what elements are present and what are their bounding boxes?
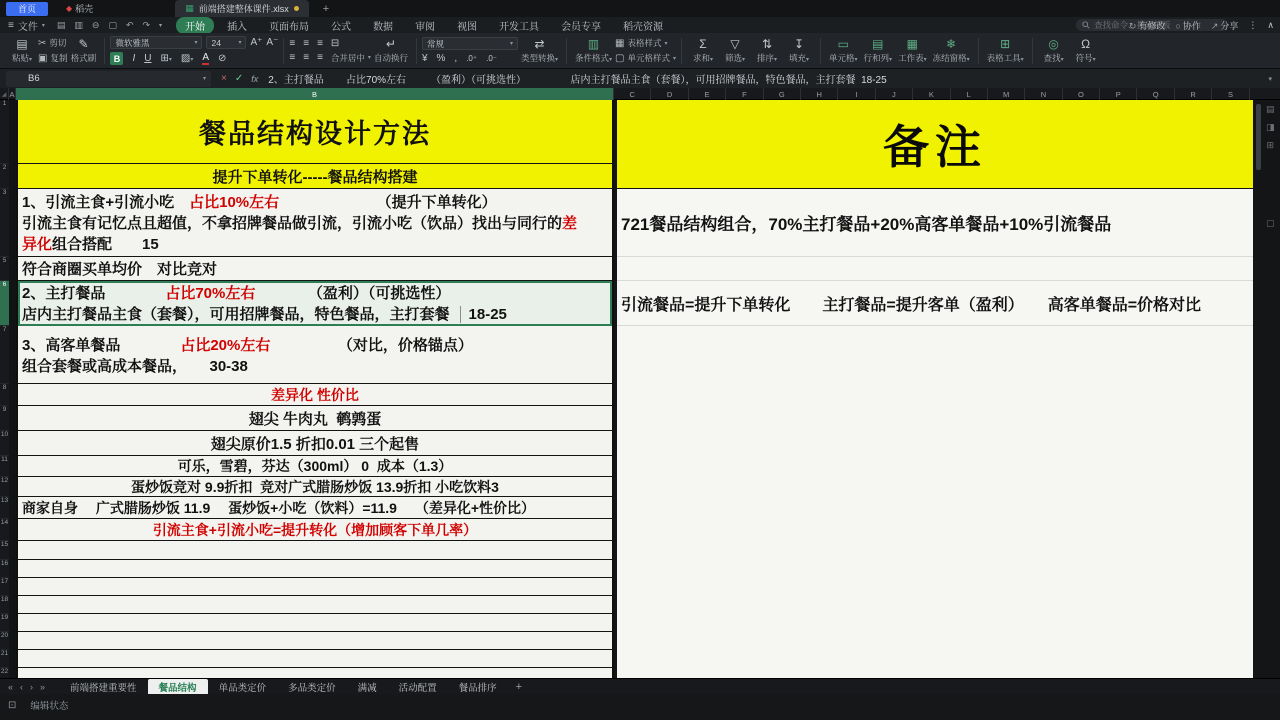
clear-format-icon[interactable]: ⊘ [218, 53, 227, 64]
decrease-font-icon[interactable]: A⁻ [266, 37, 279, 48]
table-row[interactable] [18, 497, 612, 519]
note-cell[interactable]: 引流餐品=提升下单转化 主打餐品=提升客单（盈利） 高客单餐品=价格对比 [617, 281, 1253, 326]
conditional-format-button[interactable]: ▥ 条件格式▾ [574, 36, 613, 63]
more-commands-icon[interactable]: ▾ [159, 22, 163, 29]
share-icon: ↗ [1210, 20, 1219, 31]
save-icon[interactable]: ▤ [56, 19, 66, 30]
print-icon[interactable]: ⊖ [91, 19, 100, 30]
row-number[interactable]: 17 [0, 578, 9, 596]
edit-mode-status: 编辑状态 [30, 701, 69, 712]
export-icon[interactable]: ▥ [74, 19, 83, 30]
ribbon-tab-开始[interactable]: 开始 [176, 17, 214, 34]
selection-mode-icon: ⊡ [8, 699, 17, 711]
align-left-icon[interactable]: ≡ [289, 52, 296, 63]
sheet-nav [8, 682, 45, 692]
select-all-corner[interactable]: ◢ [0, 88, 9, 100]
paste-button[interactable]: ▤ 粘贴▾ [11, 36, 33, 63]
paste-icon: ▤ [16, 36, 28, 51]
right-panel-icon[interactable]: ⊞ [1266, 140, 1275, 150]
underline-button[interactable]: U [144, 53, 152, 64]
row-number[interactable]: 14 [0, 519, 9, 541]
conditional-format-icon: ▥ [587, 36, 600, 51]
fill-button[interactable]: ↧ 填充▾ [788, 36, 810, 63]
cell-text: （盈利）（可挑选性） [255, 285, 451, 302]
row-number[interactable]: 2 [0, 164, 9, 189]
sheet-tab-活动配置[interactable]: 活动配置 [398, 682, 437, 694]
column-headers-right [614, 88, 1250, 99]
row-number[interactable]: 5 [0, 257, 9, 281]
column-header[interactable]: F [726, 88, 763, 100]
vertical-scrollbar[interactable] [1256, 104, 1261, 170]
sum-icon: Σ [699, 36, 707, 51]
table-tools-icon: ⊞ [1000, 36, 1011, 51]
title-bar [0, 0, 1280, 17]
column-header[interactable]: P [1100, 88, 1137, 100]
table-row[interactable] [18, 614, 612, 632]
cell-text: 店内主打餐品主食（套餐），可用招牌餐品，特色餐品，主打套餐 [22, 306, 450, 323]
highlighted-text: 差 [562, 215, 578, 232]
sort-icon: ⇅ [761, 36, 773, 51]
format-painter-button[interactable]: ✎ 格式刷 [70, 36, 97, 63]
column-header[interactable]: S [1212, 88, 1249, 100]
formula-content[interactable]: 2、主打餐品 占比70%左右 （盈利）（可挑选性） 店内主打餐品主食（套餐），可用招牌餐品，特色餐品，主打套餐 18-25 [268, 75, 887, 86]
symbol-icon: Ω [1081, 36, 1091, 51]
sheet-tab-餐品结构[interactable]: 餐品结构 [148, 679, 208, 695]
table-row[interactable] [18, 189, 612, 257]
highlighted-text: 占比20%左右 [180, 336, 271, 354]
highlighted-text: 异化 [22, 236, 53, 253]
status-bar [0, 694, 1280, 720]
expand-formula-bar-icon[interactable]: ▾ [1268, 75, 1272, 83]
borders-icon[interactable]: ⊞▾ [160, 53, 172, 64]
row-number[interactable]: 10 [0, 431, 9, 456]
sheet-tab-满减[interactable]: 满减 [357, 682, 377, 694]
table-row[interactable] [18, 406, 612, 431]
cell-text: 组合搭配 15 [52, 236, 159, 253]
font-color-icon[interactable]: A [202, 51, 210, 63]
ribbon-tab-稻壳资源[interactable]: 稻壳资源 [623, 21, 664, 33]
freeze-panes-button[interactable]: ❄ 冻结窗格▾ [932, 36, 970, 63]
number-format-select[interactable]: 常规 ▾ [422, 37, 518, 50]
sheet-tab-餐品排序[interactable]: 餐品排序 [458, 682, 497, 694]
find-icon: ◎ [1048, 36, 1059, 51]
cell-text: 1、引流主食+引流小吃 [22, 194, 190, 211]
right-panel-icons [1266, 104, 1275, 229]
table-row[interactable] [18, 326, 612, 384]
column-header[interactable]: H [801, 88, 838, 100]
first-sheet-icon[interactable]: « [8, 681, 14, 692]
ribbon-divider [978, 38, 979, 64]
sheet-tab-bar [0, 678, 1280, 694]
table-row[interactable] [18, 431, 612, 456]
ribbon-divider [416, 38, 417, 64]
cell-text: （对比，价格锚点） [270, 336, 473, 354]
align-center-icon[interactable]: ≡ [303, 52, 310, 63]
note-cell[interactable]: 721餐品结构组合，70%主打餐品+20%高客单餐品+10%引流餐品 [617, 189, 1253, 257]
cancel-entry-icon[interactable]: × [221, 73, 227, 84]
fill-down-icon: ↧ [793, 36, 805, 51]
chevron-down-icon: ▾ [41, 22, 45, 29]
quick-access-toolbar [57, 20, 162, 31]
find-button[interactable]: ◎ 查找▾ [1043, 36, 1064, 63]
right-edge-strip [1253, 100, 1280, 678]
last-sheet-icon[interactable]: » [40, 681, 46, 692]
formula-bar [0, 68, 1280, 88]
table-row[interactable] [18, 384, 612, 406]
type-convert-icon: ⇄ [534, 36, 545, 51]
cell-text: 提升下单转化-----餐品结构搭建 [212, 168, 418, 186]
highlighted-text: 引流主食+引流小吃=提升转化（增加顾客下单几率） [152, 521, 478, 538]
table-row[interactable] [18, 477, 612, 497]
print-preview-icon[interactable]: ▢ [108, 19, 117, 30]
note-empty-cell[interactable] [617, 257, 1253, 281]
table-row[interactable] [18, 596, 612, 614]
docer-icon: ◆ [66, 4, 73, 13]
comma-format-icon[interactable]: , [454, 53, 458, 64]
sum-button[interactable]: Σ 求和▾ [692, 36, 714, 63]
cell-text: （提升下单转化） [279, 194, 497, 211]
row-number[interactable]: 18 [0, 596, 9, 614]
sheet-tab-单品类定价[interactable]: 单品类定价 [218, 682, 267, 694]
cell-style-icon: ▢ [615, 52, 625, 64]
ribbon-tab-strip [176, 17, 672, 34]
merge-center-icon[interactable]: ⊟ [330, 37, 340, 49]
row-number[interactable]: 22 [0, 668, 9, 686]
column-header-row [0, 88, 1280, 100]
column-header[interactable]: Q [1137, 88, 1174, 100]
column-header[interactable]: K [913, 88, 950, 100]
sort-button[interactable]: ⇅ 排序▾ [756, 36, 778, 63]
cell-text: 可乐，雪碧，芬达（300ml） 0 成本（1.3） [177, 458, 453, 474]
table-row[interactable] [18, 257, 612, 281]
file-menu[interactable]: ≡ 文件 ▾ [8, 19, 45, 33]
collapse-ribbon-icon[interactable]: ∧ [1267, 19, 1274, 30]
row-number[interactable]: 3 [0, 189, 9, 257]
collaborate-icon: ○ [1175, 20, 1181, 31]
name-box[interactable]: B6 ▾ [6, 71, 211, 87]
table-row[interactable] [18, 541, 612, 560]
more-menu-icon[interactable]: ⋮ [1248, 19, 1258, 30]
row-number[interactable]: 16 [0, 560, 9, 578]
font-name-select[interactable]: 微软雅黑 ▾ [110, 36, 202, 49]
increase-font-icon[interactable]: A⁺ [250, 37, 263, 48]
column-header[interactable]: N [1025, 88, 1062, 100]
ribbon-toolbar [0, 33, 1280, 68]
column-header[interactable]: I [838, 88, 875, 100]
ribbon-divider [681, 38, 682, 64]
cell-text: 3、高客单餐品 [22, 336, 181, 354]
row-number[interactable]: 8 [0, 384, 9, 406]
merge-center-button[interactable]: 合并居中 ▾ [330, 52, 371, 63]
column-header[interactable]: J [876, 88, 913, 100]
table-row[interactable] [18, 281, 612, 326]
hamburger-icon: ≡ [8, 19, 14, 31]
cell-text: 引流主食有记忆点且超值，不拿招牌餐品做引流，引流小吃（饮品）找出与同行的 [22, 215, 563, 232]
row-number[interactable]: 6 [0, 281, 9, 326]
currency-format-icon[interactable]: ¥ [421, 53, 428, 64]
column-header[interactable]: G [764, 88, 801, 100]
rows-columns-icon: ▤ [872, 36, 884, 51]
column-header[interactable]: R [1175, 88, 1212, 100]
sheet-tab-list [59, 679, 508, 695]
table-row[interactable] [18, 578, 612, 596]
ribbon-divider [820, 38, 821, 64]
cell-style-button[interactable]: ▢ 单元格样式 ▾ [615, 52, 676, 64]
document-tab[interactable] [175, 0, 309, 17]
ribbon-tab-插入[interactable]: 插入 [227, 21, 248, 33]
ribbon-tab-页面布局[interactable]: 页面布局 [269, 21, 310, 33]
percent-format-icon[interactable]: % [436, 53, 446, 64]
table-row[interactable] [18, 456, 612, 477]
ribbon-divider [566, 38, 567, 64]
row-number[interactable]: 20 [0, 632, 9, 650]
unsaved-indicator-dot [294, 6, 299, 11]
scissors-icon: ✂ [38, 37, 47, 49]
row-number[interactable]: 7 [0, 326, 9, 384]
confirm-entry-icon[interactable]: ✓ [234, 73, 244, 84]
decrease-decimal-icon[interactable]: .0⁻ [486, 54, 498, 63]
column-header[interactable]: E [689, 88, 726, 100]
cell-text: 餐品结构设计方法 [199, 119, 431, 149]
cell-text: 组合套餐或高成本餐品， 30-38 [22, 357, 248, 375]
column-header[interactable]: L [951, 88, 988, 100]
main-table-column-b [16, 100, 614, 698]
prev-sheet-icon[interactable]: ‹ [20, 681, 24, 692]
right-panel-icon[interactable]: ▢ [1266, 218, 1275, 228]
table-row[interactable] [18, 560, 612, 578]
redo-icon[interactable]: ↷ [142, 19, 151, 30]
ribbon-divider [104, 38, 105, 64]
table-style-button[interactable]: ▦ 表格样式 ▾ [615, 37, 668, 49]
column-header[interactable]: C [614, 88, 651, 100]
highlighted-text: 差异化 性价比 [271, 386, 359, 403]
worksheet-button[interactable]: ▦ 工作表▾ [898, 36, 927, 63]
wrap-text-button[interactable]: ↵ 自动换行 [373, 36, 408, 63]
sheet-tab-多品类定价[interactable]: 多品类定价 [288, 682, 336, 694]
highlighted-text: 占比70%左右 [165, 285, 256, 302]
table-row[interactable] [18, 650, 612, 668]
docer-tab[interactable]: ◆ 稻壳 [66, 4, 94, 14]
copy-icon: ▣ [38, 52, 48, 64]
row-number[interactable]: 1 [0, 100, 9, 164]
right-panel-icon[interactable]: ◨ [1266, 122, 1275, 132]
titlebar-actions [1129, 17, 1274, 33]
wrap-text-icon: ↵ [385, 36, 396, 51]
copy-button[interactable]: ▣ 复制 [38, 52, 68, 64]
align-right-icon[interactable]: ≡ [317, 52, 323, 63]
row-number[interactable]: 11 [0, 456, 9, 477]
row-number[interactable]: 13 [0, 497, 9, 519]
type-convert-button[interactable]: ⇄ 类型转换▾ [520, 36, 558, 63]
format-painter-icon: ✎ [78, 36, 89, 51]
table-row[interactable] [18, 100, 612, 164]
font-size-select[interactable]: 24 ▾ [206, 36, 246, 49]
bold-button[interactable]: B [110, 52, 123, 65]
table-row[interactable] [18, 632, 612, 650]
ribbon-tab-会员专享[interactable]: 会员专享 [561, 21, 602, 33]
undo-icon[interactable]: ↶ [125, 19, 134, 30]
search-icon [1082, 21, 1090, 29]
cell-text: 商家自身 广式腊肠炒饭 11.9 蛋炒饭+小吃（饮料）=11.9 （差异化+性价比） [22, 499, 536, 516]
menu-bar [0, 17, 1280, 33]
ribbon-tab-公式[interactable]: 公式 [331, 21, 352, 33]
cell-text: 翅尖原价1.5 折扣0.01 三个起售 [210, 435, 420, 453]
column-header[interactable]: M [988, 88, 1025, 100]
document-tab-title: 前端搭建整体课件.xlsx [198, 4, 289, 14]
row-number[interactable]: 12 [0, 477, 9, 497]
table-row[interactable] [18, 519, 612, 541]
ribbon-tab-开发工具[interactable]: 开发工具 [499, 21, 540, 33]
notes-header-cell[interactable] [617, 100, 1253, 189]
ribbon-tab-视图[interactable]: 视图 [457, 21, 478, 33]
freeze-panes-icon: ❄ [946, 36, 957, 51]
column-header-selected[interactable]: B [16, 88, 614, 100]
sync-icon: ↻ [1128, 20, 1137, 31]
column-a-hidden[interactable] [9, 100, 16, 678]
notes-region[interactable] [617, 100, 1253, 678]
cell-text: 18-25 [460, 306, 507, 323]
share-button[interactable]: ↗ 分享 [1210, 20, 1239, 31]
row-number-strip [0, 100, 9, 698]
column-header[interactable]: D [651, 88, 688, 100]
notes-title: 备注 [883, 121, 987, 173]
sheet-tab-前端搭建重要性[interactable]: 前端搭建重要性 [70, 682, 137, 694]
name-box-dropdown-icon[interactable]: ▾ [202, 76, 206, 82]
fill-color-icon[interactable]: ▨▾ [180, 53, 194, 64]
cells-button[interactable]: ▭ 单元格▾ [829, 36, 858, 63]
increase-decimal-icon[interactable]: .0⁺ [466, 54, 478, 63]
ribbon-tab-数据[interactable]: 数据 [373, 21, 394, 33]
table-row[interactable] [18, 164, 612, 189]
cell-text: 翅尖 牛肉丸 鹌鹑蛋 [248, 410, 382, 428]
align-middle-icon[interactable]: ≡ [303, 37, 310, 49]
collaborate-button[interactable]: ○ 协作 [1175, 20, 1201, 31]
column-header[interactable]: O [1063, 88, 1100, 100]
insert-function-icon[interactable]: fx [251, 73, 259, 84]
filter-icon: ▽ [730, 36, 740, 51]
right-panel-icon[interactable]: ▤ [1266, 104, 1275, 114]
symbol-button[interactable]: Ω 符号▾ [1075, 36, 1096, 63]
align-bottom-icon[interactable]: ≡ [317, 37, 323, 49]
cut-button[interactable]: ✂ 剪切 [38, 37, 67, 49]
ribbon-divider [1032, 38, 1033, 64]
cell-text: 蛋炒饭竞对 9.9折扣 竞对广式腊肠炒饭 13.9折扣 小吃饮料3 [131, 478, 499, 495]
row-number[interactable]: 9 [0, 406, 9, 431]
new-document-tab-button[interactable]: + [322, 2, 330, 15]
table-tools-button[interactable]: ⊞ 表格工具▾ [986, 36, 1024, 63]
home-tab[interactable]: 首页 [6, 2, 48, 16]
column-header[interactable]: A [9, 89, 15, 99]
ribbon-tab-审阅[interactable]: 审阅 [415, 21, 436, 33]
align-top-icon[interactable]: ≡ [289, 37, 296, 49]
highlighted-text: 占比10%左右 [189, 194, 280, 211]
worksheet-icon: ▦ [906, 36, 918, 51]
spreadsheet-grid [0, 100, 1280, 678]
italic-button[interactable]: I [132, 53, 136, 64]
spreadsheet-file-icon: ▦ [185, 3, 194, 13]
filter-button[interactable]: ▽ 筛选▾ [724, 36, 746, 63]
ribbon-divider [283, 38, 284, 64]
cell-text: 符合商圈买单均价 对比竞对 [22, 261, 218, 278]
add-sheet-button[interactable]: + [515, 680, 523, 693]
next-sheet-icon[interactable]: › [30, 681, 34, 692]
row-number[interactable]: 15 [0, 541, 9, 560]
cell-text: 2、主打餐品 [22, 285, 166, 302]
sync-status[interactable]: ↻ 有修改 [1128, 20, 1166, 31]
rows-columns-button[interactable]: ▤ 行和列▾ [863, 36, 893, 63]
row-number[interactable]: 19 [0, 614, 9, 632]
cells-icon: ▭ [837, 36, 849, 51]
row-number[interactable]: 21 [0, 650, 9, 668]
table-style-icon: ▦ [615, 37, 625, 49]
